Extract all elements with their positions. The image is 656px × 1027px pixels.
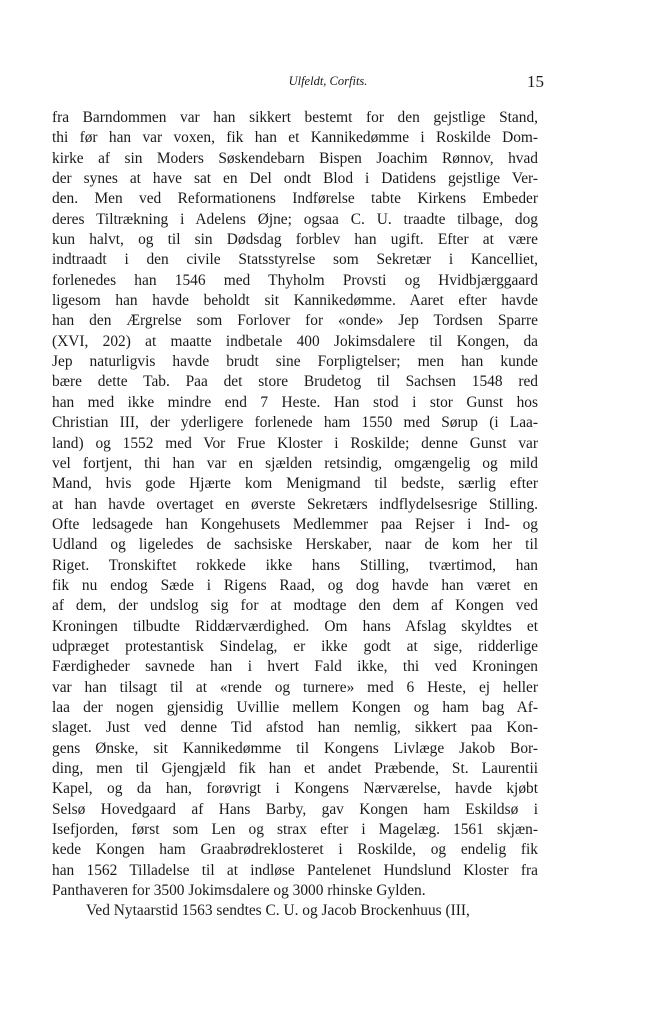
text-line: Isefjorden, først som Len og strax efter i Magelæg. 1561 skjæn- bbox=[52, 821, 538, 839]
text-line: Riget. Tronskiftet rokkede ikke hans Stilling, tværtimod, han bbox=[52, 556, 538, 574]
text-line: gens Ønske, sit Kannikedømme til Kongens Livlæge Jakob Bor- bbox=[52, 739, 538, 757]
text-line: slaget. Just ved denne Tid afstod han nemlig, sikkert paa Kon- bbox=[52, 719, 538, 737]
text-line: han med ikke mindre end 7 Heste. Han stod i stor Gunst hos bbox=[52, 393, 538, 411]
text-line: kun halvt, og til sin Dødsdag forblev han ugift. Efter at være bbox=[52, 231, 538, 249]
text-line: thi før han var voxen, fik han et Kannikedømme i Roskilde Dom- bbox=[52, 129, 538, 147]
text-line: ligesom han havde beholdt sit Kannikedømme. Aaret efter havde bbox=[52, 292, 538, 310]
text-line: laa der nogen gjensidig Uvillie mellem Kongen og ham bag Af- bbox=[52, 698, 538, 716]
body-text bbox=[52, 108, 538, 922]
text-line: Ved Nytaarstid 1563 sendtes C. U. og Jacob Brockenhuus (III, bbox=[86, 902, 470, 920]
text-line: fra Barndommen var han sikkert bestemt for den gejstlige Stand, bbox=[52, 109, 538, 126]
running-title: Ulfeldt, Corfits. bbox=[288, 74, 368, 88]
text-line: han den Ærgrelse som Forlover for «onde» Jep Tordsen Sparre bbox=[52, 312, 538, 330]
text-line: var han tilsagt til at «rende og turnere» med 6 Heste, ej heller bbox=[52, 678, 538, 696]
text-line: Mand, hvis gode Hjærte kom Menigmand til bedste, særlig efter bbox=[52, 475, 538, 493]
text-line: fik nu endog Sæde i Rigens Raad, og dog havde han været en bbox=[52, 576, 538, 594]
text-line: han 1562 Tilladelse til at indløse Pantelenet Hundslund Kloster fra bbox=[52, 861, 538, 879]
text-line: den. Men ved Reformationens Indførelse tabte Kirkens Embeder bbox=[52, 190, 538, 208]
text-line: ding, men til Gjengjæld fik han et andet Præbende, St. Laurentii bbox=[52, 760, 538, 777]
text-line: af dem, der undslog sig for at modtage den dem af Kongen ved bbox=[52, 597, 538, 615]
text-line: Ofte ledsagede han Kongehusets Medlemmer paa Rejser i Ind- og bbox=[52, 515, 538, 533]
text-line: Kapel, og da han, forøvrigt i Kongens Nærværelse, havde kjøbt bbox=[52, 780, 538, 798]
text-line: Kroningen tilbudte Riddærværdighed. Om hans Afslag skyldtes et bbox=[52, 617, 538, 635]
text-line: forlenedes han 1546 med Thyholm Provsti og Hvidbjærggaard bbox=[52, 271, 538, 289]
text-line: Selsø Hovedgaard af Hans Barby, gav Kongen ham Eskildsø i bbox=[52, 800, 538, 818]
page-number: 15 bbox=[527, 72, 544, 91]
text-line: at han havde overtaget en øverste Sekretærs indflydelsesrige Stilling. bbox=[52, 495, 538, 513]
text-line: deres Tiltrækning i Adelens Øjne; ogsaa C. U. traadte tilbage, dog bbox=[52, 210, 538, 228]
text-line: land) og 1552 med Vor Frue Kloster i Roskilde; denne Gunst var bbox=[52, 434, 538, 452]
text-line: (XVI, 202) at maatte indbetale 400 Jokimsdalere til Kongen, da bbox=[52, 332, 538, 350]
text-line: Christian III, der yderligere forlenede ham 1550 med Sørup (i Laa- bbox=[52, 414, 538, 432]
text-line: udpræget protestantisk Sindelag, er ikke godt at sige, ridderlige bbox=[52, 637, 538, 655]
text-line: indtraadt i den civile Statsstyrelse som Sekretær i Kancelliet, bbox=[52, 251, 538, 269]
text-line: kede Kongen ham Graabrødreklosteret i Roskilde, og endelig fik bbox=[52, 841, 538, 859]
page-header bbox=[0, 72, 656, 96]
text-line: Panthaveren for 3500 Jokimsdalere og 3000 rhinske Gylden. bbox=[52, 882, 426, 900]
text-line: Færdigheder savnede han i hvert Fald ikke, thi ved Kroningen bbox=[52, 658, 538, 676]
text-line: bære dette Tab. Paa det store Brudetog til Sachsen 1548 red bbox=[52, 373, 538, 391]
text-line: Jep naturligvis havde brudt sine Forpligtelser; men han kunde bbox=[52, 353, 538, 371]
text-line: der synes at have sat en Del ondt Blod i Datidens gejstlige Ver- bbox=[52, 170, 538, 188]
text-line: Udland og ligeledes de sachsiske Herskaber, naar de kom her til bbox=[52, 536, 538, 554]
text-line: vel fortjent, thi han var en sjælden retsindig, omgængelig og mild bbox=[52, 454, 538, 472]
text-line: kirke af sin Moders Søskendebarn Bispen Joachim Rønnov, hvad bbox=[52, 149, 538, 167]
